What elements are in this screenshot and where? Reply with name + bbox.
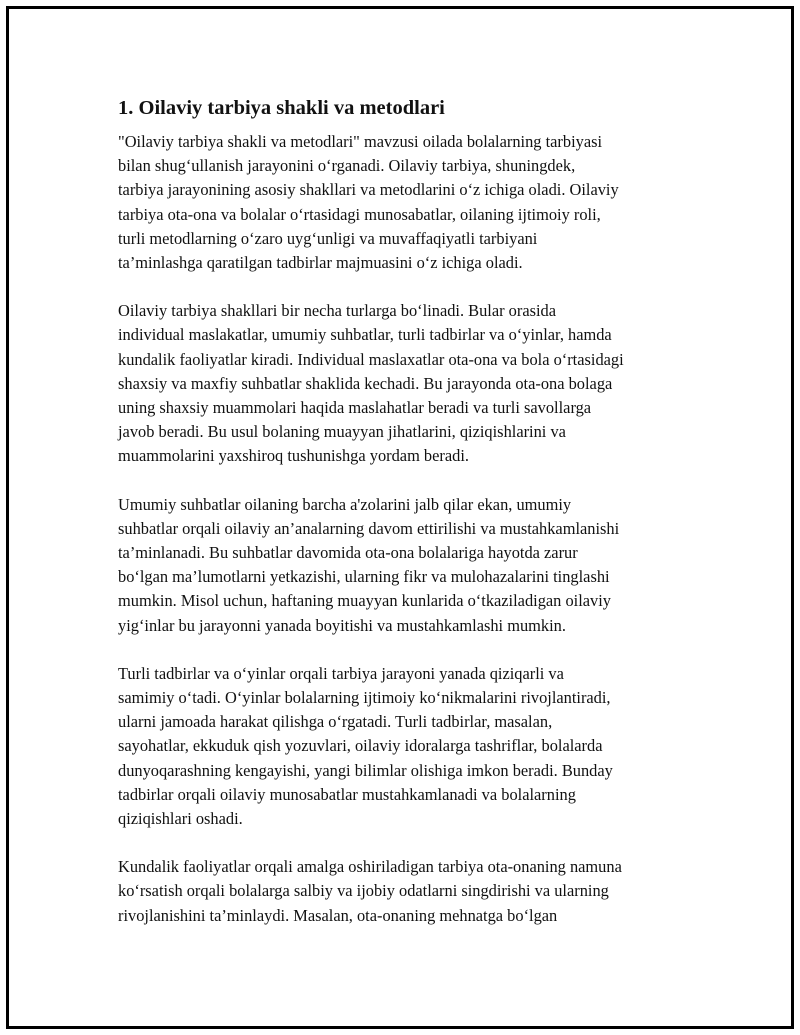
text-line: individual maslakatlar, umumiy suhbatlar, turli tadbirlar va o‘yinlar, hamda bbox=[118, 325, 612, 345]
text-line: ularni jamoada harakat qilishga o‘rgatadi. Turli tadbirlar, masalan, bbox=[118, 712, 553, 732]
text-line: Umumiy suhbatlar oilaning barcha a'zolarini jalb qilar ekan, umumiy bbox=[118, 494, 572, 514]
text-line: "Oilaviy tarbiya shakli va metodlari" mavzusi oilada bolalarning tarbiyasi bbox=[118, 132, 603, 151]
text-line: Oilaviy tarbiya shakllari bir necha turlarga bo‘linadi. Bular orasida bbox=[118, 301, 557, 321]
text-line: bo‘lgan ma’lumotlarni yetkazishi, ularning fikr va mulohazalarini tinglashi bbox=[118, 567, 610, 587]
text-line: kundalik faoliyatlar kiradi. Individual maslaxatlar ota-ona va bola o‘rtasidagi bbox=[118, 349, 624, 369]
text-line: ta’minlanadi. Bu suhbatlar davomida ota-ona bolalariga hayotda zarur bbox=[118, 543, 578, 563]
paragraph-5 bbox=[118, 855, 698, 928]
paragraph-4 bbox=[118, 662, 698, 831]
text-line: tarbiya jarayonining asosiy shakllari va metodlarini o‘z ichiga oladi. Oilaviy bbox=[118, 180, 619, 200]
text-line: turli metodlarning o‘zaro uyg‘unligi va muvaffaqiyatli tarbiyani bbox=[118, 228, 538, 248]
document-title: 1. Oilaviy tarbiya shakli va metodlari bbox=[118, 97, 445, 119]
text-line: suhbatlar orqali oilaviy an’analarning davom ettirilishi va mustahkamlanishi bbox=[118, 518, 620, 538]
text-line: qiziqishlari oshadi. bbox=[118, 809, 243, 829]
text-line: javob beradi. Bu usul bolaning muayyan jihatlarini, qiziqishlarini va bbox=[118, 422, 566, 442]
text-line: bilan shug‘ullanish jarayonini o‘rganadi. Oilaviy tarbiya, shuningdek, bbox=[118, 156, 576, 176]
text-line: ta’minlashga qaratilgan tadbirlar majmuasini o‘z ichiga oladi. bbox=[118, 253, 523, 273]
paragraph-2 bbox=[118, 299, 698, 468]
text-line: uning shaxsiy muammolari haqida maslahatlar beradi va turli savollarga bbox=[118, 398, 592, 418]
paragraph-1 bbox=[118, 130, 698, 275]
text-line: Turli tadbirlar va o‘yinlar orqali tarbiya jarayoni yanada qiziqarli va bbox=[118, 663, 564, 683]
text-line: dunyoqarashning kengayishi, yangi bilimlar olishiga imkon beradi. Bunday bbox=[118, 760, 613, 780]
text-line: mumkin. Misol uchun, haftaning muayyan kunlarida o‘tkaziladigan oilaviy bbox=[118, 591, 611, 611]
text-line: muammolarini yaxshiroq tushunishga yordam beradi. bbox=[118, 446, 469, 466]
text-line: rivojlanishini ta’minlaydi. Masalan, ota-onaning mehnatga bo‘lgan bbox=[118, 905, 558, 925]
paragraph-3 bbox=[118, 493, 698, 638]
text-line: samimiy o‘tadi. O‘yinlar bolalarning ijtimoiy ko‘nikmalarini rivojlantiradi, bbox=[118, 688, 611, 708]
text-line: tadbirlar orqali oilaviy munosabatlar mustahkamlanadi va bolalarning bbox=[118, 784, 576, 804]
text-line: yig‘inlar bu jarayonni yanada boyitishi va mustahkamlashi mumkin. bbox=[118, 615, 566, 635]
text-line: sayohatlar, ekkuduk qish yozuvlari, oilaviy idoralarga tashriflar, bolalarda bbox=[118, 736, 603, 756]
document-body bbox=[118, 96, 698, 952]
text-line: shaxsiy va maxfiy suhbatlar shaklida kechadi. Bu jarayonda ota-ona bolaga bbox=[118, 373, 613, 393]
text-line: Kundalik faoliyatlar orqali amalga oshiriladigan tarbiya ota-onaning namuna bbox=[118, 857, 622, 877]
text-line: tarbiya ota-ona va bolalar o‘rtasidagi munosabatlar, oilaning ijtimoiy roli, bbox=[118, 204, 601, 224]
text-line: ko‘rsatish orqali bolalarga salbiy va ijobiy odatlarni singdirishi va ularning bbox=[118, 881, 609, 901]
